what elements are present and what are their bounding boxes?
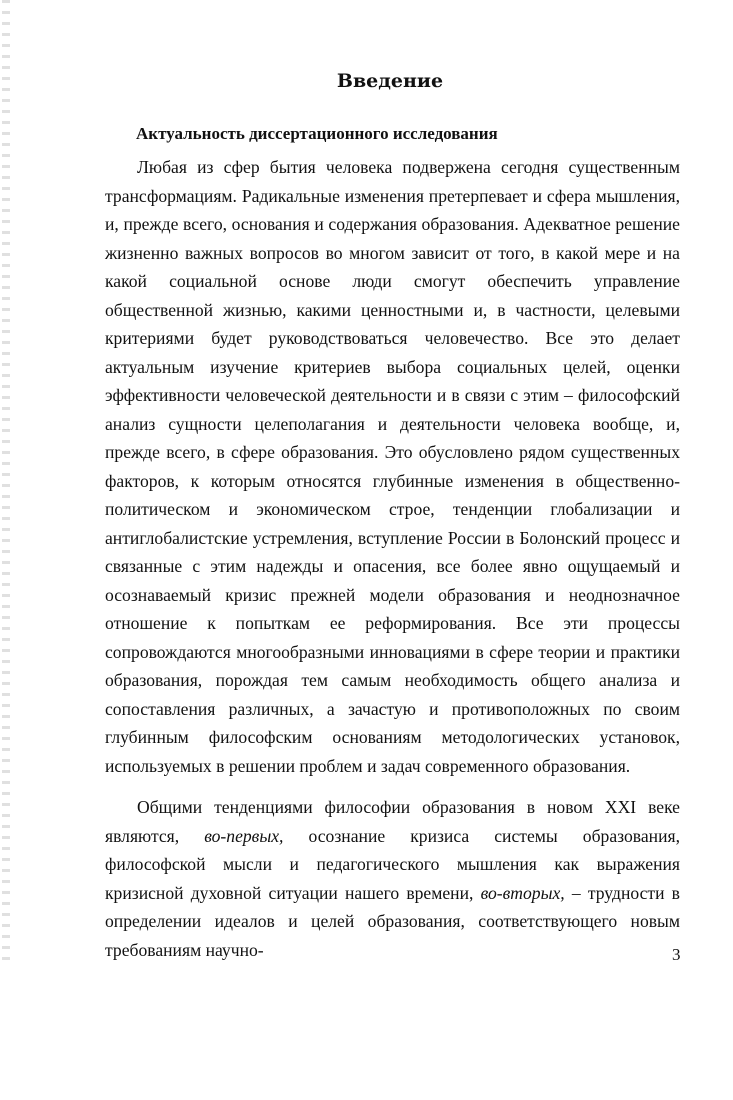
page-number: 3 xyxy=(672,945,681,964)
paragraph xyxy=(105,793,680,964)
paragraph-text: осознание кризиса системы образования, философской мысли и педагогического мышления как выражения кризисной духовной ситуации нашего времени, xyxy=(105,825,680,903)
emphasis-text: во-первых, xyxy=(204,825,284,846)
emphasis-text: во-вторых, xyxy=(480,882,565,903)
paragraph-text: – трудности в определении идеалов и целей образования, соответствующего новым требованиям научно- xyxy=(105,882,680,960)
section-heading: Актуальность диссертационного исследования xyxy=(136,124,498,143)
paragraph-text: Общими тенденциями философии образования в новом XXI веке являются, xyxy=(105,797,680,846)
paragraph: Любая из сфер бытия человека подвержена сегодня существенным трансформациям. Радикальные изменения претерпевает и сфера мышления, и, прежде всего, основания и содержания образования. Адекватное решение жизненно важных вопросов во многом зависит от того, в какой мере и на какой социальной основе люди смогут обеспечить управление общественной жизнью, какими ценностными и, в частности, целевыми критериями будет руководствоваться человечество. Все это делает актуальным изучение критериев выбора социальных целей, оценки эффективности человеческой деятельности и в связи с этим – философский анализ сущности целеполагания и деятельности человека вообще, и, прежде всего, в сфере образования. Это обусловлено рядом существенных факторов, к которым относятся глубинные изменения в общественно-политическом и экономическом строе, тенденции глобализации и антиглобалистские устремления, вступление России в Болонский процесс и связанные с этим надежды и опасения, все более явно ощущаемый и осознаваемый кризис прежней модели образования и неоднозначное отношение к попыткам ее реформирования. Все эти процессы сопровождаются многообразными инновациями в сфере теории и практики образования, порождая тем самым необходимость общего анализа и сопоставления различных, а зачастую и противоположных по своим глубинным философским основаниям методологических установок, используемых в решении проблем и задач современного образования. xyxy=(105,157,680,776)
scan-edge-artifact xyxy=(2,0,10,960)
page-title: Введение xyxy=(336,70,444,92)
